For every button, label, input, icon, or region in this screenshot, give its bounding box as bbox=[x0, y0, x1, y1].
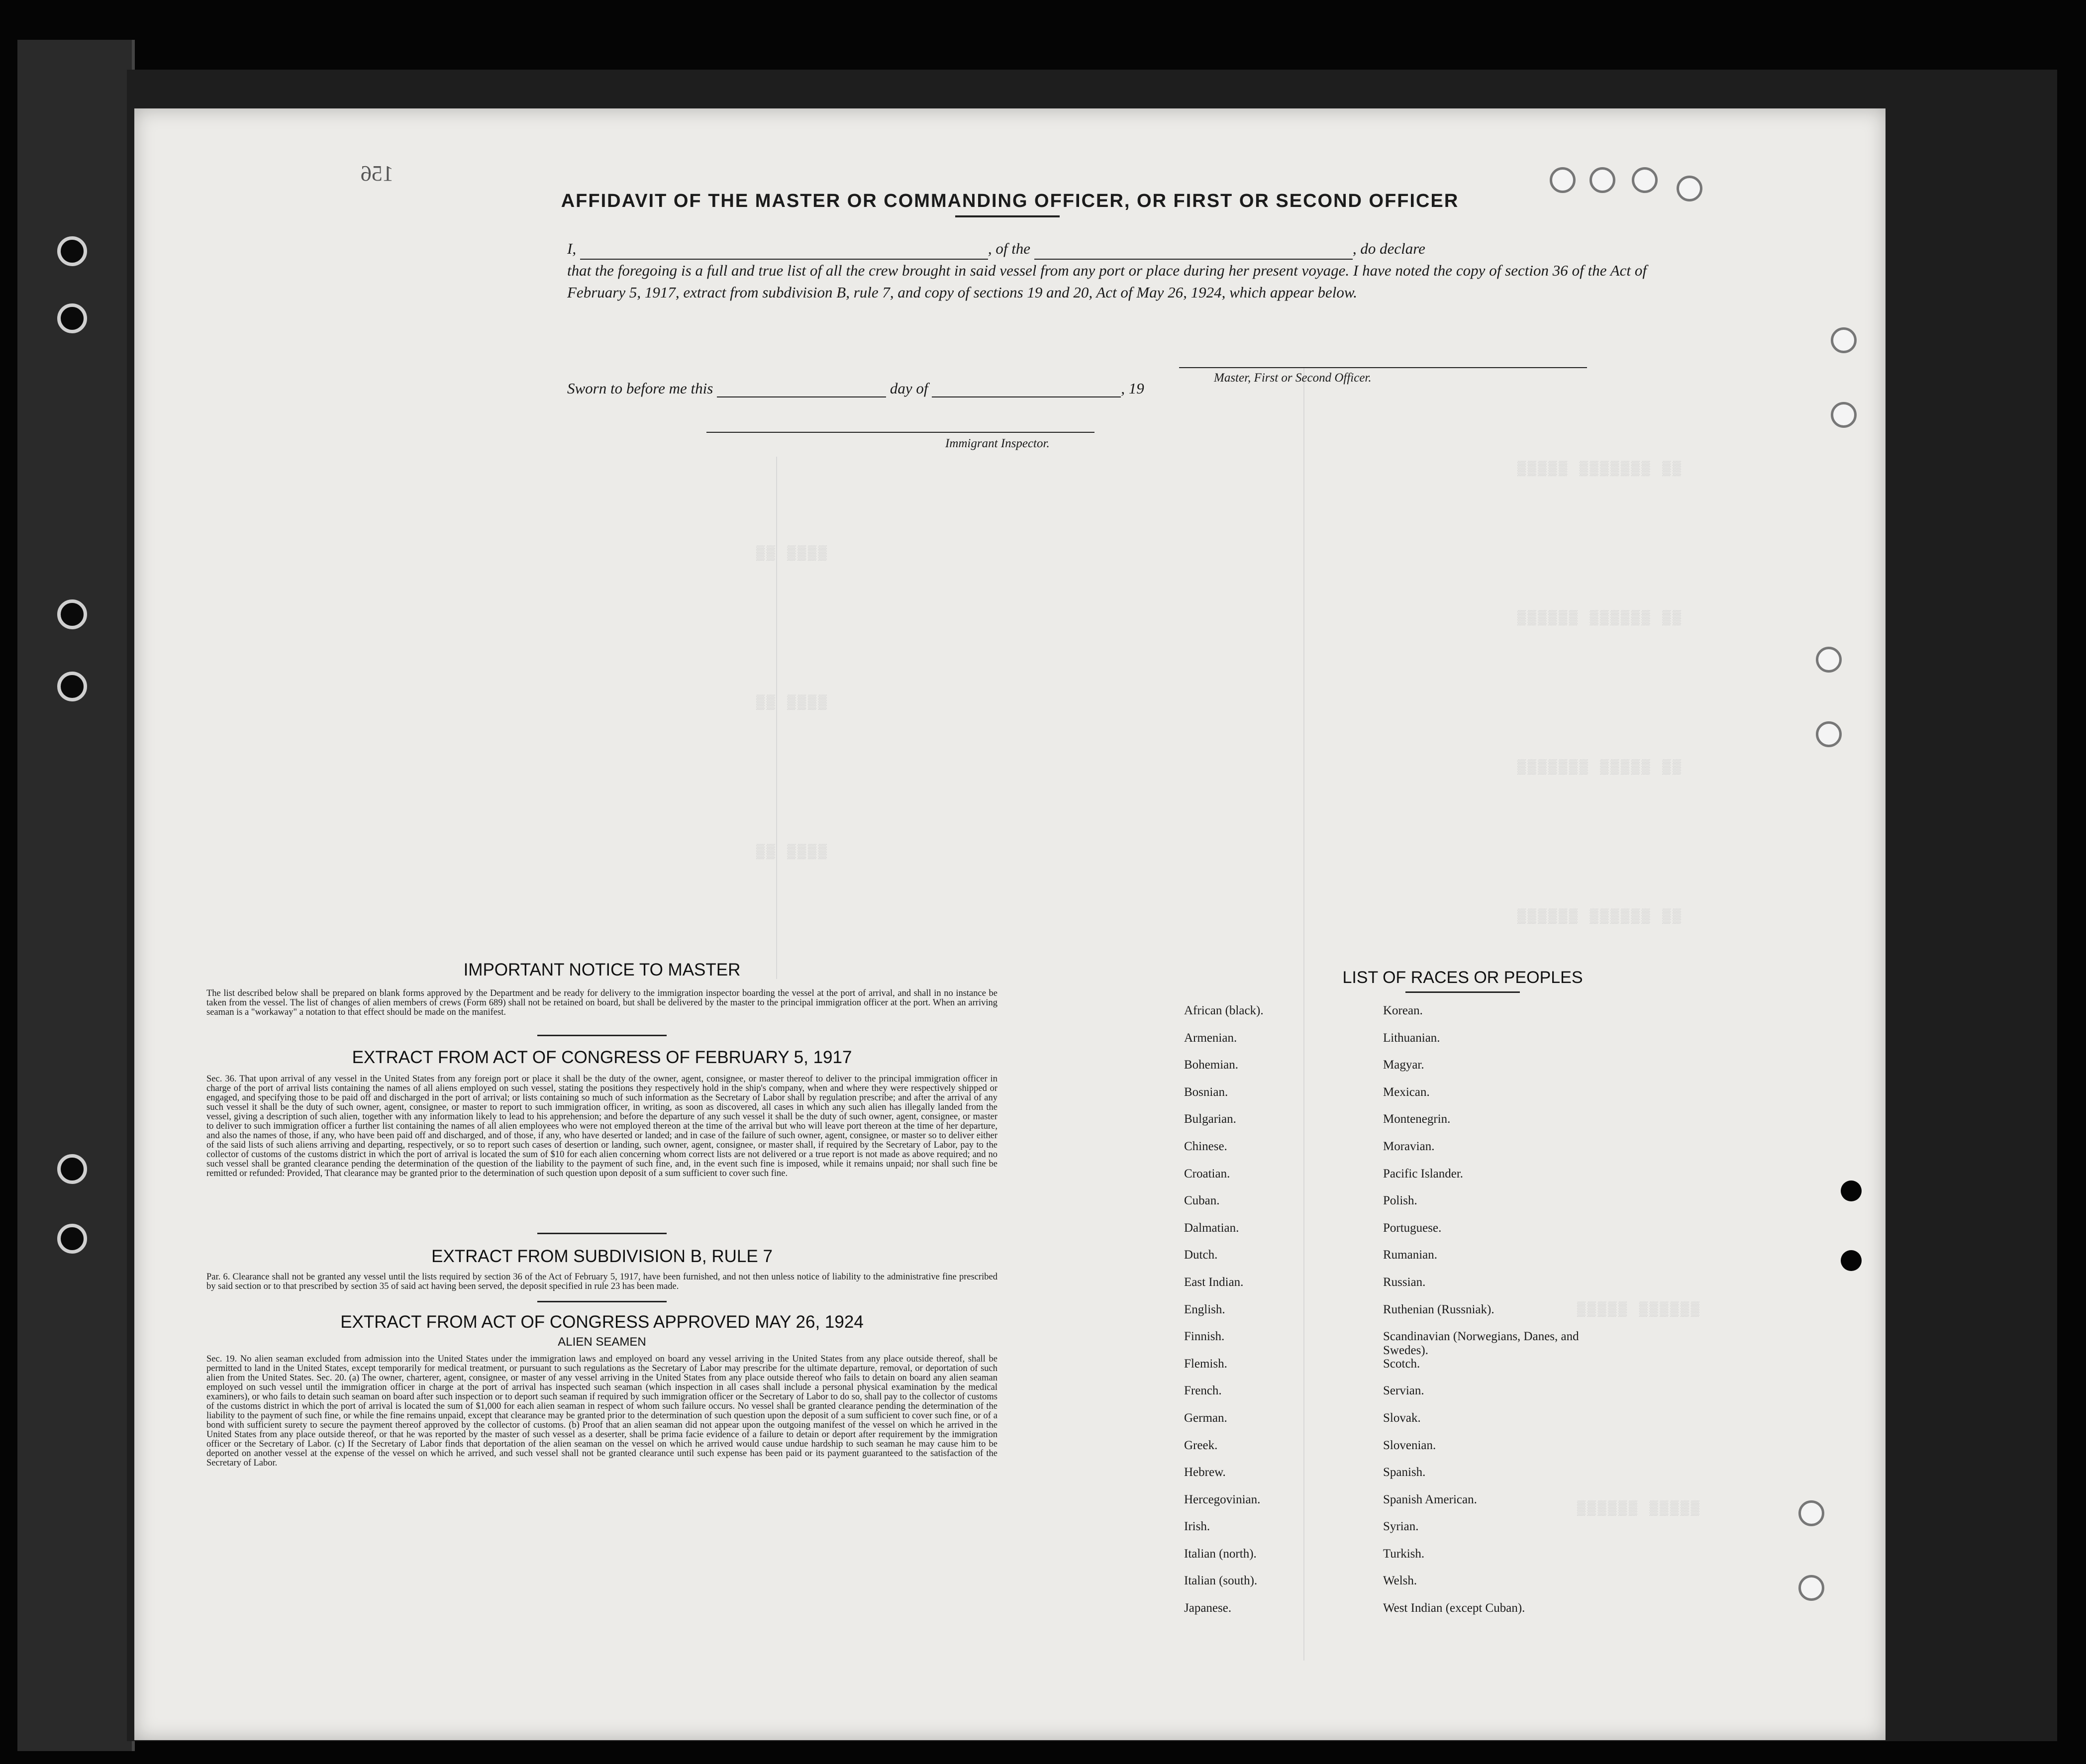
bleed-through-text: ▒▒▒▒▒ ▒▒▒▒▒▒▒ ▒▒ bbox=[1517, 462, 1683, 477]
race-item: Hebrew. bbox=[1184, 1466, 1226, 1479]
race-item: Slovak. bbox=[1383, 1411, 1421, 1425]
sworn-statement bbox=[567, 380, 1144, 397]
race-item: Armenian. bbox=[1184, 1031, 1237, 1045]
race-item: Croatian. bbox=[1184, 1167, 1230, 1180]
races-title-rule bbox=[1405, 991, 1520, 993]
race-item: Pacific Islander. bbox=[1383, 1167, 1464, 1180]
race-item: Finnish. bbox=[1184, 1330, 1225, 1344]
extract-1917-rule bbox=[537, 1233, 667, 1234]
punch-hole bbox=[1816, 721, 1842, 747]
title-rule bbox=[955, 215, 1060, 217]
race-item: Hercegovinian. bbox=[1184, 1492, 1261, 1506]
race-item: Lithuanian. bbox=[1383, 1031, 1440, 1045]
race-item: Mexican. bbox=[1383, 1085, 1430, 1099]
punch-hole bbox=[1816, 647, 1842, 673]
race-item: Bulgarian. bbox=[1184, 1112, 1236, 1126]
affidavit-title: AFFIDAVIT OF THE MASTER OR COMMANDING OFFICER, OR FIRST OR SECOND OFFICER bbox=[561, 191, 1459, 211]
affidavit-statement bbox=[567, 238, 1647, 303]
race-item: Ruthenian (Russniak). bbox=[1383, 1302, 1494, 1316]
binder-hole bbox=[57, 236, 87, 266]
punch-hole bbox=[1831, 327, 1857, 353]
binder-hole bbox=[57, 672, 87, 701]
race-item: Bohemian. bbox=[1184, 1058, 1239, 1072]
bleed-through-text: ▒▒▒▒▒▒ ▒▒▒▒▒▒ ▒▒ bbox=[1517, 909, 1683, 925]
race-item: Rumanian. bbox=[1383, 1248, 1438, 1262]
race-item: Servian. bbox=[1383, 1384, 1424, 1398]
name-blank bbox=[580, 245, 988, 260]
race-item: Moravian. bbox=[1383, 1139, 1435, 1153]
extract-1924-title: EXTRACT FROM ACT OF CONGRESS APPROVED MAY 26, 1924 bbox=[340, 1312, 864, 1332]
races-title: LIST OF RACES OR PEOPLES bbox=[1342, 968, 1583, 987]
race-item: Cuban. bbox=[1184, 1194, 1220, 1208]
binder-spine bbox=[17, 40, 135, 1751]
extract-rule7-rule bbox=[537, 1301, 667, 1302]
bleed-through-text: ▒▒▒▒▒▒ ▒▒▒▒▒ bbox=[1577, 1501, 1701, 1517]
punch-hole bbox=[1798, 1575, 1824, 1601]
race-item: Bosnian. bbox=[1184, 1085, 1228, 1099]
race-item: Polish. bbox=[1383, 1194, 1417, 1208]
extract-1924-subtitle: ALIEN SEAMEN bbox=[558, 1335, 646, 1349]
affidavit-do-declare: , do declare bbox=[1352, 240, 1425, 257]
race-item: Portuguese. bbox=[1383, 1221, 1442, 1235]
race-item: Magyar. bbox=[1383, 1058, 1424, 1072]
bleed-through-text: ▒▒ ▒▒▒▒ bbox=[756, 546, 829, 562]
race-item: Slovenian. bbox=[1383, 1438, 1436, 1452]
binder-hole bbox=[57, 1224, 87, 1254]
month-blank bbox=[932, 383, 1121, 397]
page-number: 156 bbox=[361, 161, 394, 186]
punch-hole bbox=[1798, 1500, 1824, 1526]
master-signature-line bbox=[1179, 367, 1587, 368]
year-prefix: , 19 bbox=[1121, 380, 1144, 397]
race-item: Scandinavian (Norwegians, Danes, and Swedes). bbox=[1383, 1330, 1579, 1358]
punch-hole bbox=[1550, 167, 1576, 193]
bleed-through-text: ▒▒▒▒▒▒ ▒▒▒▒▒▒ ▒▒ bbox=[1517, 611, 1683, 626]
affidavit-of-the: , of the bbox=[988, 240, 1031, 257]
notice-title: IMPORTANT NOTICE TO MASTER bbox=[463, 960, 741, 980]
master-caption: Master, First or Second Officer. bbox=[1214, 371, 1372, 385]
bleed-through-text: ▒▒ ▒▒▒▒ bbox=[756, 845, 829, 860]
race-item: Russian. bbox=[1383, 1275, 1426, 1289]
race-item: African (black). bbox=[1184, 1004, 1264, 1017]
races-right-column bbox=[1383, 1004, 1592, 1629]
race-item: Spanish. bbox=[1383, 1466, 1426, 1479]
race-item: English. bbox=[1184, 1302, 1225, 1316]
affidavit-declaration-line bbox=[567, 238, 1647, 260]
extract-rule7-title: EXTRACT FROM SUBDIVISION B, RULE 7 bbox=[431, 1247, 773, 1266]
race-item: Dalmatian. bbox=[1184, 1221, 1239, 1235]
day-blank bbox=[717, 383, 886, 397]
document-page bbox=[134, 108, 1886, 1740]
punch-hole bbox=[1831, 402, 1857, 428]
affidavit-body: that the foregoing is a full and true list of all the crew brought in said vessel from any port or place during her present voyage. I have noted the copy of section 36 of the Act of February 5, 1917, extract from subdivision B, rule 7, and copy of sections 19 and 20, Act of May 26, 1924, which appear below. bbox=[567, 262, 1647, 301]
race-item: Chinese. bbox=[1184, 1139, 1227, 1153]
race-item: Korean. bbox=[1383, 1004, 1423, 1017]
race-item: Scotch. bbox=[1383, 1357, 1420, 1371]
race-item: Welsh. bbox=[1383, 1574, 1417, 1588]
race-item: East Indian. bbox=[1184, 1275, 1244, 1289]
sworn-to-label: Sworn to before me this bbox=[567, 380, 713, 397]
affidavit-i: I, bbox=[567, 240, 577, 257]
extract-1917-body: Sec. 36. That upon arrival of any vessel in the United States from any foreign port or place it shall be the duty of the owner, agent, consignee, or master thereof to deliver to the principal immigration officer in charge of the port of arrival lists containing the names of all aliens employed on such vessel, stating the positions they respectively hold in the ship's company, when and where they were respectively shipped or engaged, and specifying those to be paid off and discharged in the port of arrival; or lists containing so much of such information as the Secretary of Labor shall by regulation prescribe; and after the arrival of any such vessel it shall be the duty of such owner, agent, consignee, or master to report to such immigration officer, in writing, as soon as discovered, all cases in which any such alien has illegally landed from the vessel, giving a description of such alien, together with any information likely to lead to his apprehension; and before the departure of any such vessel it shall be the duty of such owner, agent, consignee, or master to deliver to such immigration officer a further list containing the names of all alien employees who were not employed thereon at the time of the arrival but who will leave port thereon at the time of her departure, and also the names of those, if any, who have been paid off and discharged, and of those, if any, who have deserted or landed; and in case of the failure of such owner, agent, consignee, or master so to deliver either of the said lists of such aliens arriving and departing, respectively, or so to report such cases of desertion or landing, such owner, agent, consignee, or master shall, if required by the Secretary of Labor, pay to the collector of customs of the customs district in which the port of arrival is located the sum of $10 for each alien concerning whom correct lists are not delivered or a true report is not made as above required; and no such vessel shall be granted clearance pending the determination of the question of the liability to the payment of such fine, and, in the event such fine is imposed, while it remains unpaid; nor shall such fine be remitted or refunded: Provided, That clearance may be granted prior to the determination of such question upon deposit of a sum sufficient to cover such fine. bbox=[206, 1074, 997, 1178]
bleed-through-text: ▒▒▒▒▒▒▒ ▒▒▒▒▒ ▒▒ bbox=[1517, 760, 1683, 776]
punch-hole bbox=[1589, 167, 1615, 193]
inspector-caption: Immigrant Inspector. bbox=[945, 437, 1050, 450]
races-left-column bbox=[1184, 1004, 1373, 1629]
race-item: West Indian (except Cuban). bbox=[1383, 1601, 1525, 1615]
punch-hole bbox=[1632, 167, 1658, 193]
race-item: French. bbox=[1184, 1384, 1222, 1398]
day-of-label: day of bbox=[890, 380, 928, 397]
punch-hole-dark bbox=[1841, 1250, 1862, 1271]
race-item: Syrian. bbox=[1383, 1520, 1419, 1534]
punch-hole-dark bbox=[1841, 1180, 1862, 1201]
bleed-through-text: ▒▒ ▒▒▒▒ bbox=[756, 695, 829, 711]
race-item: Japanese. bbox=[1184, 1601, 1232, 1615]
notice-rule bbox=[537, 1035, 667, 1036]
race-item: Dutch. bbox=[1184, 1248, 1218, 1262]
binder-hole bbox=[57, 1154, 87, 1184]
race-item: Flemish. bbox=[1184, 1357, 1227, 1371]
race-item: German. bbox=[1184, 1411, 1227, 1425]
race-item: Greek. bbox=[1184, 1438, 1218, 1452]
race-item: Turkish. bbox=[1383, 1547, 1425, 1561]
inspector-signature-line bbox=[706, 432, 1094, 433]
bleed-through-rule bbox=[776, 457, 777, 979]
race-item: Italian (north). bbox=[1184, 1547, 1257, 1561]
race-item: Irish. bbox=[1184, 1520, 1210, 1534]
extract-1924-body: Sec. 19. No alien seaman excluded from admission into the United States under the immigration laws and employed on board any vessel arriving in the United States from any place outside thereof, shall be permitted to land in the United States, except temporarily for medical treatment, or pursuant to such regulations as the Secretary of Labor may prescribe for the ultimate departure, removal, or deportation of such alien from the United States. Sec. 20. (a) The owner, charterer, agent, consignee, or master of any vessel arriving in the United States from any place outside thereof who fails to detain on board any alien seaman employed on such vessel until the immigration officer in charge at the port of arrival has inspected such seaman (which inspection in all cases shall include a personal physical examination by the medical examiners), or who fails to detain such seaman on board after such inspection or to deport such seaman if required by such immigration officer or the Secretary of Labor to do so, shall pay to the collector of customs of the customs district in which the port of arrival is located the sum of $1,000 for each alien seaman in respect of whom such failure occurs. No vessel shall be granted clearance pending the determination of the liability to the payment of such fine, or while the fine remains unpaid, except that clearance may be granted prior to the determination of such question upon the deposit of a sum sufficient to cover such fine, or of a bond with sufficient surety to secure the payment thereof approved by the collector of customs. (b) Proof that an alien seaman did not appear upon the outgoing manifest of the vessel on which he arrived in the United States from any place outside thereof, or that he was reported by the master of such vessel as a deserter, shall be prima facie evidence of a failure to detain or deport after requirement by the immigration officer or the Secretary of Labor. (c) If the Secretary of Labor finds that deportation of the alien seaman on the vessel on which he arrived would cause undue hardship to such seaman he may cause him to be deported on another vessel at the expense of the vessel on which he arrived, and such vessel shall not be granted clearance until such expense has been paid or its payment guaranteed to the satisfaction of the Secretary of Labor. bbox=[206, 1354, 997, 1468]
binder-hole bbox=[57, 303, 87, 333]
extract-rule7-body: Par. 6. Clearance shall not be granted any vessel until the lists required by section 36 of the Act of February 5, 1917, have been furnished, and not then unless notice of liability to the administrative fine prescribed by said section or to that prescribed by section 35 of said act having been served, the deposit specified in rule 23 has been made. bbox=[206, 1272, 997, 1291]
vessel-blank bbox=[1034, 245, 1353, 260]
race-item: Spanish American. bbox=[1383, 1492, 1477, 1506]
race-item: Italian (south). bbox=[1184, 1574, 1258, 1588]
extract-1917-title: EXTRACT FROM ACT OF CONGRESS OF FEBRUARY 5, 1917 bbox=[352, 1048, 852, 1067]
notice-body: The list described below shall be prepared on blank forms approved by the Department and be ready for delivery to the immigration inspector boarding the vessel at the port of arrival, and shall in no instance be taken from the vessel. The list of changes of alien members of crews (Form 689) shall not be retained on board, but shall be delivered by the master to the principal immigration officer at the port. When an arriving seaman is a "workaway" a notation to that effect should be made on the manifest. bbox=[206, 988, 997, 1017]
bleed-through-text: ▒▒▒▒▒ ▒▒▒▒▒▒ bbox=[1577, 1302, 1701, 1318]
binder-hole bbox=[57, 599, 87, 629]
race-item: Montenegrin. bbox=[1383, 1112, 1451, 1126]
